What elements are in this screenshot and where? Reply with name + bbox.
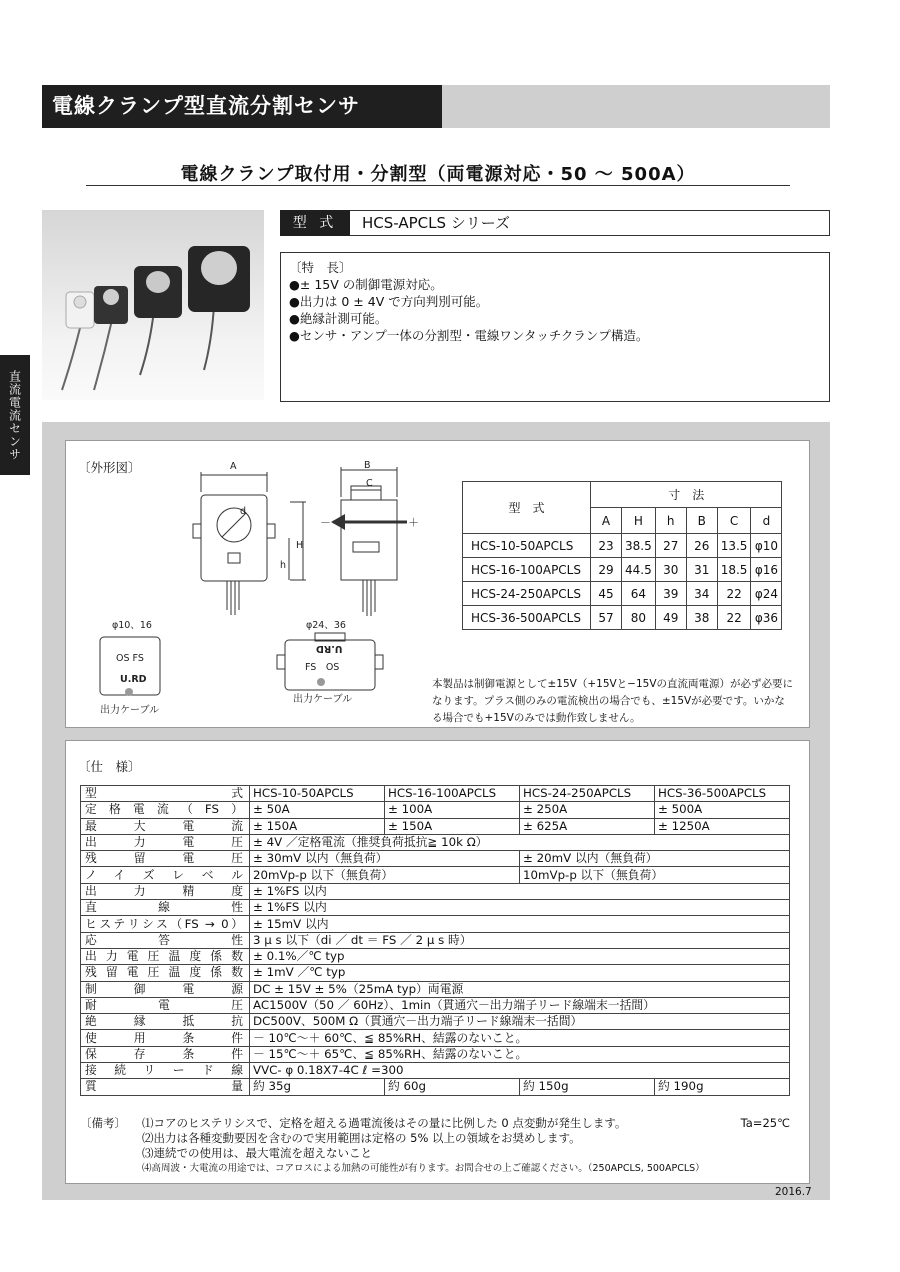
dim-header-size: 寸 法 xyxy=(591,482,782,508)
dim-cell: φ10 xyxy=(751,534,782,558)
spec-cell: ± 0.1%／℃ typ xyxy=(250,948,790,964)
spec-cell: ± 50A xyxy=(250,802,385,818)
dim-cell: 26 xyxy=(686,534,717,558)
remark-item: ⑶連続での使用は、最大電流を超えないこと xyxy=(142,1146,372,1160)
spec-cell: － 10℃～＋ 60℃、≦ 85%RH、結露のないこと。 xyxy=(250,1030,790,1046)
dim-cell: 27 xyxy=(655,534,686,558)
table-row xyxy=(81,867,790,883)
dim-col-header: h xyxy=(655,508,686,534)
spec-label: ヒステリシス（FS → 0） xyxy=(81,916,250,932)
dim-col-header: H xyxy=(622,508,656,534)
dim-cell: 13.5 xyxy=(717,534,751,558)
feature-item: ●絶縁計測可能。 xyxy=(289,311,388,326)
remark-item: ⑴コアのヒステリシスで、定格を超える過電流後はその量に比例した 0 点変動が発生します。 xyxy=(142,1116,627,1130)
dim-col-header: B xyxy=(686,508,717,534)
phi-small-label: φ10、16 xyxy=(112,620,152,631)
spec-cell: ± 100A xyxy=(385,802,520,818)
spec-label: ノイズレベル xyxy=(81,867,250,883)
feature-item: ●± 15V の制御電源対応。 xyxy=(289,277,443,292)
spec-cell: 約 150g xyxy=(520,1079,655,1095)
remark-item: ⑷高周波・大電流の用途では、コアロスによる加熱の可能性が有ります。お問合せの上ご確認ください。（250APCLS, 500APCLS） xyxy=(142,1163,705,1174)
dim-label-c: C xyxy=(366,478,373,489)
cable-label-large: 出力ケーブル xyxy=(293,694,353,705)
spec-cell: ± 30mV 以内（無負荷） xyxy=(250,851,520,867)
table-row xyxy=(81,965,790,981)
dim-cell: 18.5 xyxy=(717,558,751,582)
table-row xyxy=(81,818,790,834)
dim-cell: 38 xyxy=(686,606,717,630)
table-row xyxy=(81,883,790,899)
spec-cell: ± 4V ／定格電流（推奨負荷抵抗≧ 10k Ω） xyxy=(250,834,790,850)
dim-cell: φ36 xyxy=(751,606,782,630)
dim-cell: φ24 xyxy=(751,582,782,606)
spec-label: 絶縁抵抗 xyxy=(81,1014,250,1030)
dim-cell: 22 xyxy=(717,606,751,630)
spec-label: 接続リード線 xyxy=(81,1063,250,1079)
dim-cell: 57 xyxy=(591,606,622,630)
remarks-label: 〔備考〕 xyxy=(80,1116,126,1130)
spec-cell: ± 1%FS 以内 xyxy=(250,900,790,916)
table-row xyxy=(81,1014,790,1030)
table-row xyxy=(463,558,782,582)
spec-label: 残留電圧温度係数 xyxy=(81,965,250,981)
table-row xyxy=(463,582,782,606)
dim-cell: 39 xyxy=(655,582,686,606)
spec-cell: DC500V、500M Ω（貫通穴－出力端子リード線端末一括間） xyxy=(250,1014,790,1030)
power-note xyxy=(432,676,807,727)
remark-item: ⑵出力は各種変動要因を含むので実用範囲は定格の 5% 以上の領域をお奨めします。 xyxy=(142,1131,581,1145)
table-row xyxy=(81,916,790,932)
dim-header-model: 型 式 xyxy=(463,482,591,534)
dim-model: HCS-10-50APCLS xyxy=(463,534,591,558)
spec-cell: ± 150A xyxy=(385,818,520,834)
plus-label: ＋ xyxy=(408,516,419,529)
spec-label: 出力電圧 xyxy=(81,834,250,850)
os-fs-label: OS FS xyxy=(116,653,144,664)
dim-cell: 31 xyxy=(686,558,717,582)
dim-model: HCS-36-500APCLS xyxy=(463,606,591,630)
spec-title: 〔仕 様〕 xyxy=(78,759,141,774)
dim-cell: 22 xyxy=(717,582,751,606)
dim-cell: 44.5 xyxy=(622,558,656,582)
model-value: HCS-APCLS シリーズ xyxy=(362,214,511,232)
features-title: 〔特 長〕 xyxy=(289,260,352,275)
dim-label-h-upper: H xyxy=(296,540,304,551)
spec-cell: ± 15mV 以内 xyxy=(250,916,790,932)
spec-label: 出力電圧温度係数 xyxy=(81,948,250,964)
dim-cell: 29 xyxy=(591,558,622,582)
spec-label: 使用条件 xyxy=(81,1030,250,1046)
header-gray-bar xyxy=(442,85,830,128)
page-title: 電線クランプ型直流分割センサ xyxy=(42,85,442,128)
subtitle-rule xyxy=(86,185,790,186)
spec-cell: 10mVp-p 以下（無負荷） xyxy=(520,867,790,883)
spec-header-col: HCS-24-250APCLS xyxy=(520,786,655,802)
spec-cell: ± 150A xyxy=(250,818,385,834)
urd-label-large: U.RD xyxy=(316,643,343,654)
spec-cell: AC1500V（50 ／ 60Hz）、1min（貫通穴－出力端子リード線端末一括間） xyxy=(250,997,790,1013)
product-photo xyxy=(42,210,264,400)
spec-cell: ± 1250A xyxy=(655,818,790,834)
note-line: なります。プラス側のみの電流検出の場合でも、±15Vが必要です。いかな xyxy=(432,695,785,707)
spec-table xyxy=(80,785,790,1096)
dim-label-d: d xyxy=(240,506,247,517)
spec-header-label: 型式 xyxy=(81,786,250,802)
dim-cell: 34 xyxy=(686,582,717,606)
spec-header-col: HCS-16-100APCLS xyxy=(385,786,520,802)
spec-cell: ± 625A xyxy=(520,818,655,834)
dim-col-header: d xyxy=(751,508,782,534)
dim-label-h-lower: h xyxy=(280,560,287,571)
note-line: 本製品は制御電源として±15V（+15Vと−15Vの直流両電源）が必ず必要に xyxy=(432,678,794,690)
table-row xyxy=(463,534,782,558)
dim-col-header: C xyxy=(717,508,751,534)
spec-cell: VVC- φ 0.18X7-4C ℓ =300 xyxy=(250,1063,790,1079)
dim-cell: 23 xyxy=(591,534,622,558)
feature-item: ●センサ・アンプ一体の分割型・電線ワンタッチクランプ構造。 xyxy=(289,328,649,343)
spec-label: 質量 xyxy=(81,1079,250,1095)
dim-model: HCS-16-100APCLS xyxy=(463,558,591,582)
phi-large-label: φ24、36 xyxy=(306,620,346,631)
minus-label: － xyxy=(320,516,331,529)
spec-cell: ± 250A xyxy=(520,802,655,818)
dim-cell: 64 xyxy=(622,582,656,606)
spec-label: 制御電源 xyxy=(81,981,250,997)
dim-label-a: A xyxy=(230,461,237,472)
date: 2016.7 xyxy=(775,1186,812,1198)
dim-col-header: A xyxy=(591,508,622,534)
spec-cell: 約 190g xyxy=(655,1079,790,1095)
fs-os-label: FS OS xyxy=(305,662,340,673)
table-row xyxy=(81,802,790,818)
table-row xyxy=(81,932,790,948)
spec-label: 耐電圧 xyxy=(81,997,250,1013)
table-row xyxy=(81,1079,790,1095)
outline-title: 〔外形図〕 xyxy=(78,460,141,475)
dim-cell: 49 xyxy=(655,606,686,630)
subtitle: 電線クランプ取付用・分割型（両電源対応・50 ～ 500A） xyxy=(180,164,696,185)
dim-cell: 80 xyxy=(622,606,656,630)
dim-cell: φ16 xyxy=(751,558,782,582)
feature-item: ●出力は 0 ± 4V で方向判別可能。 xyxy=(289,294,489,309)
spec-label: 出力精度 xyxy=(81,883,250,899)
table-row xyxy=(81,948,790,964)
urd-label-small: U.RD xyxy=(120,674,147,685)
spec-cell: 約 60g xyxy=(385,1079,520,1095)
spec-cell: － 15℃～＋ 65℃、≦ 85%RH、結露のないこと。 xyxy=(250,1046,790,1062)
spec-header-col: HCS-36-500APCLS xyxy=(655,786,790,802)
dim-model: HCS-24-250APCLS xyxy=(463,582,591,606)
table-row xyxy=(463,606,782,630)
table-row xyxy=(81,1046,790,1062)
model-label: 型 式 xyxy=(280,210,350,236)
side-tab: 直流電流センサ xyxy=(0,355,30,475)
features-box xyxy=(280,252,830,402)
spec-cell: ± 1%FS 以内 xyxy=(250,883,790,899)
spec-cell: ± 500A xyxy=(655,802,790,818)
dimension-table xyxy=(462,481,782,630)
spec-cell: ± 20mV 以内（無負荷） xyxy=(520,851,790,867)
dim-cell: 45 xyxy=(591,582,622,606)
table-row xyxy=(81,1030,790,1046)
spec-label: 応答性 xyxy=(81,932,250,948)
spec-cell: 20mVp-p 以下（無負荷） xyxy=(250,867,520,883)
spec-label: 保存条件 xyxy=(81,1046,250,1062)
dim-cell: 30 xyxy=(655,558,686,582)
spec-header-col: HCS-10-50APCLS xyxy=(250,786,385,802)
ta-label: Ta=25℃ xyxy=(740,1116,790,1130)
spec-label: 残留電圧 xyxy=(81,851,250,867)
table-row xyxy=(81,834,790,850)
spec-cell: 3 μ s 以下（di ／ dt ＝ FS ／ 2 μ s 時） xyxy=(250,932,790,948)
remarks xyxy=(80,1116,790,1176)
table-row xyxy=(81,997,790,1013)
table-row xyxy=(81,981,790,997)
spec-label: 直線性 xyxy=(81,900,250,916)
cable-label-small: 出力ケーブル xyxy=(100,705,160,716)
note-line: る場合でも+15Vのみでは動作致しません。 xyxy=(432,712,641,724)
spec-cell: 約 35g xyxy=(250,1079,385,1095)
spec-label: 最大電流 xyxy=(81,818,250,834)
spec-label: 定格電流（FS） xyxy=(81,802,250,818)
spec-cell: DC ± 15V ± 5%（25mA typ）両電源 xyxy=(250,981,790,997)
dim-cell: 38.5 xyxy=(622,534,656,558)
table-row xyxy=(81,1063,790,1079)
table-row xyxy=(81,851,790,867)
spec-cell: ± 1mV ／℃ typ xyxy=(250,965,790,981)
table-row xyxy=(81,786,790,802)
dim-label-b: B xyxy=(364,460,371,471)
table-row xyxy=(81,900,790,916)
